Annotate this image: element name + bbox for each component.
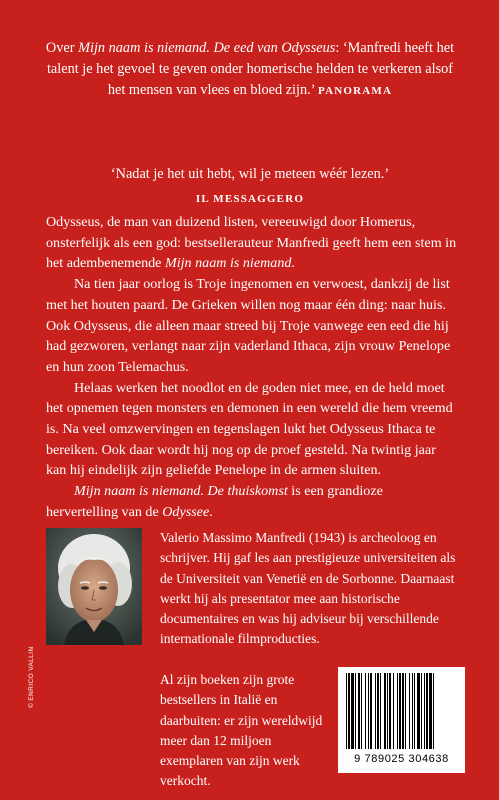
- blurb: [46, 212, 458, 523]
- photo-credit: [28, 598, 38, 708]
- barcode-bars: [338, 667, 465, 753]
- isbn-number: 9 789025 304638: [354, 753, 449, 765]
- blurb-paragraph-4: [46, 481, 458, 522]
- author-bio-continued: Al zijn boeken zijn grote bestsellers in Italië en daarbuiten: er zijn wereldwijd meer dan 12 miljoen exemplaren van zijn werk verkocht.: [160, 672, 323, 789]
- blurb-book-title: Mijn naam is niemand: [164, 255, 292, 272]
- quote-source: PANORAMA: [317, 85, 393, 97]
- quote-text: ‘Nadat je het uit hebt, wil je meteen wéér lezen.’: [110, 166, 390, 182]
- quote-source: IL MESSAGGERO: [195, 193, 305, 205]
- quote-colon: :: [335, 40, 340, 56]
- quote-text: ‘Manfredi heeft het talent je het gevoel te geven onder homerische helden te verkeren alsof het mensen van vlees en bloed zijn.’: [46, 40, 455, 98]
- quote-book-title: Mijn naam is niemand. De eed van Odysseus: [78, 40, 336, 56]
- blurb-text: is een grandioze hervertelling van de: [46, 483, 383, 520]
- blurb-text: .: [291, 255, 295, 272]
- author-portrait-image: [46, 528, 142, 645]
- author-photo: [46, 528, 142, 645]
- blurb-paragraph-3: Helaas werken het noodlot en de goden niet mee, en de held moet het opnemen tegen monsters en demonen in een wereld die hem vreemd is. Na veel omzwervingen en tegenslagen lukt het Odysseus Ithaca te bereiken. Ook daar wordt hij nog op de proef gesteld. Na twintig jaar kan hij eindelijk zijn geliefde Penelope in de armen sluiten.: [46, 379, 453, 479]
- blurb-text: .: [209, 503, 213, 520]
- review-quote-panorama: [40, 38, 460, 102]
- quote-prefix: Over: [45, 40, 79, 56]
- blurb-book-title: Odyssee: [162, 503, 210, 520]
- blurb-paragraph-1: [46, 212, 458, 274]
- blurb-book-title: Mijn naam is niemand. De thuiskomst: [74, 483, 288, 500]
- blurb-text: Odysseus, de man van duizend listen, vereeuwigd door Homerus, onsterfelijk als een god: bestsellerauteur Manfredi geeft hem een stem in het adembenemende: [46, 214, 457, 272]
- blurb-paragraph-2: Na tien jaar oorlog is Troje ingenomen en verwoest, dankzij de list met het houten paard. De Grieken willen nog maar één ding: naar huis. Ook Odysseus, die alleen maar streed bij Troje vanwege een eed die hij had gezworen, verlangt naar zijn vaderland Ithaca, zijn vrouw Penelope en hun zoon Telemachus.: [46, 276, 451, 375]
- photo-credit-text: © ENRICO VALLIN: [28, 646, 35, 708]
- review-quote-messaggero: [40, 164, 460, 210]
- isbn-barcode: [338, 667, 465, 773]
- author-bio: Valerio Massimo Manfredi (1943) is archeoloog en schrijver. Hij gaf les aan prestigieuze universiteiten als de Universiteit van Venetië en de Sorbonne. Daarnaast werkt hij als presentator mee aan historische documentaires en was hij adviseur bij verschillende internationale filmproducties.: [160, 530, 456, 647]
